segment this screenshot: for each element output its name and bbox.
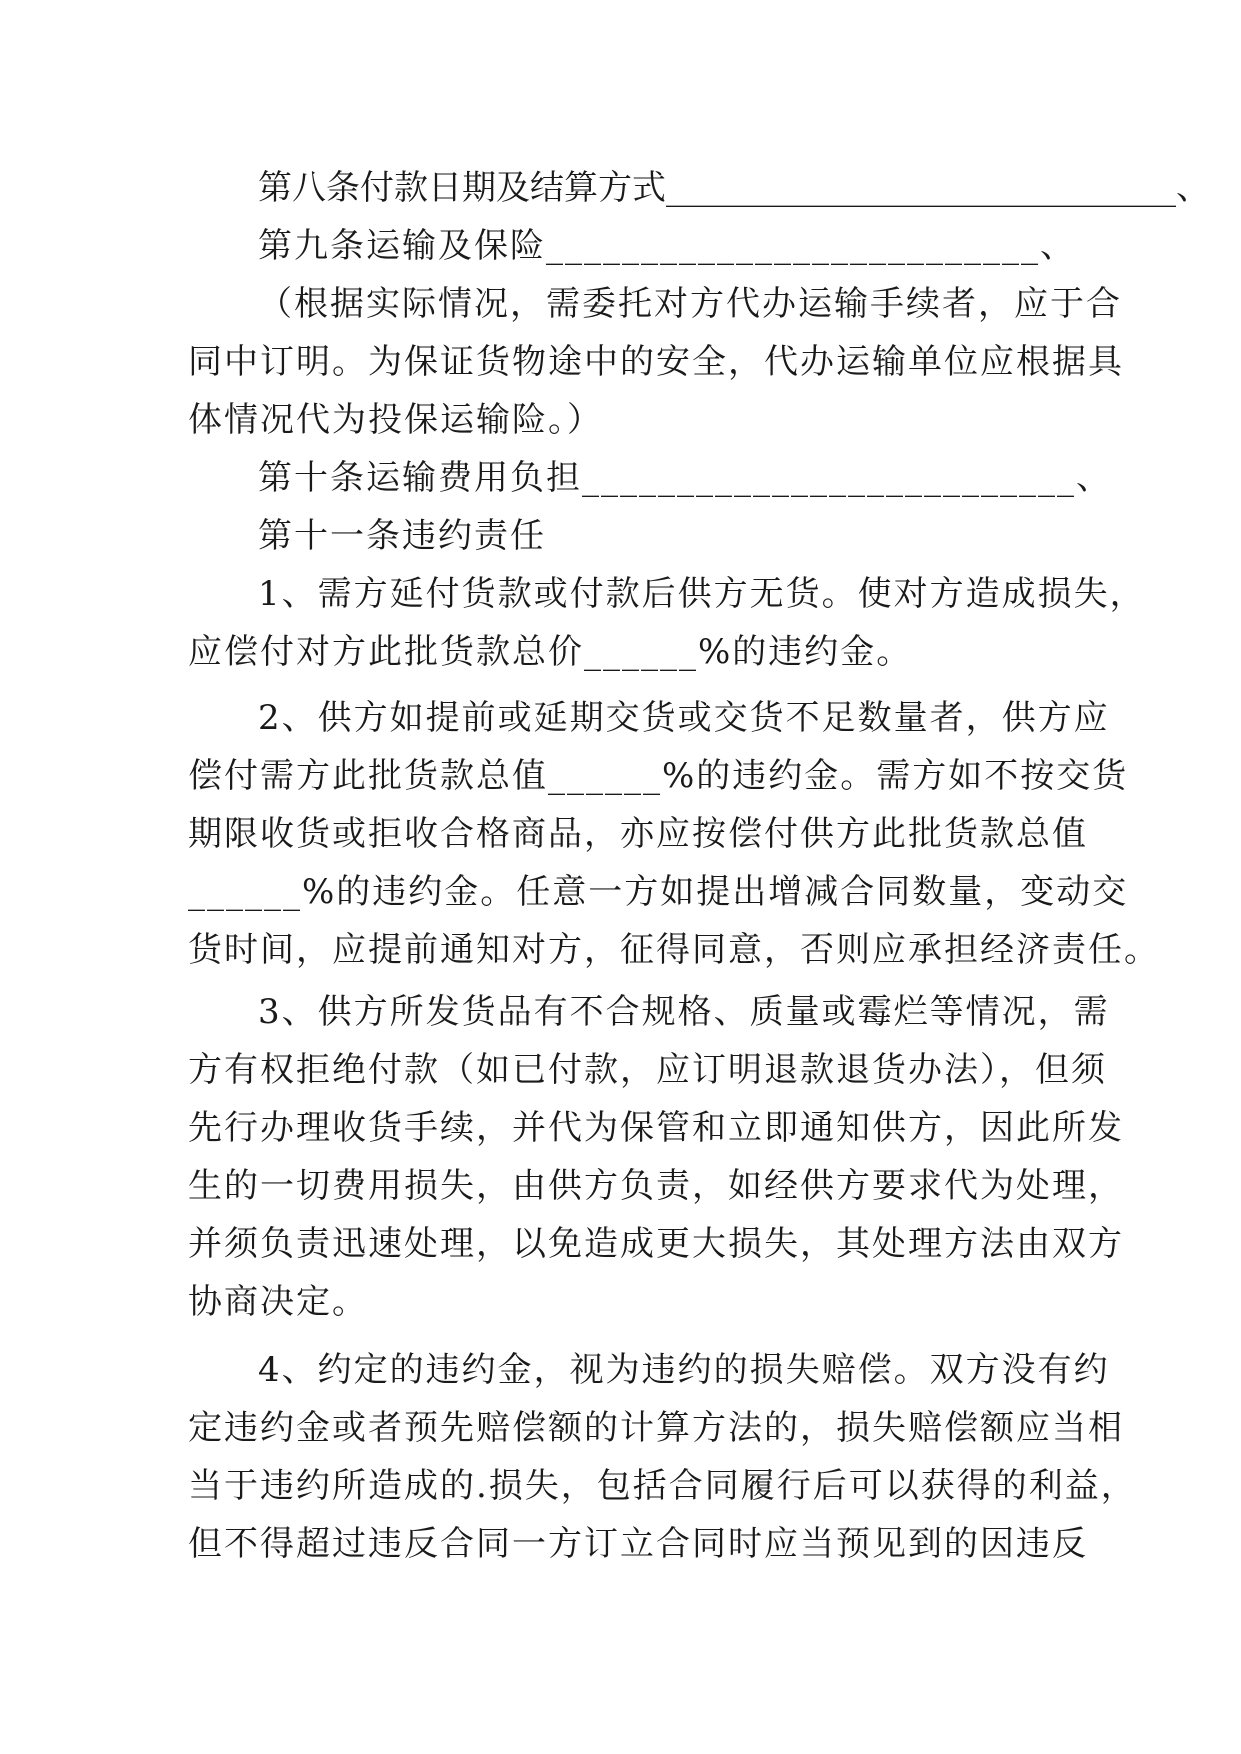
item-3-line-2: 方有权拒绝付款（如已付款，应订明退款退货办法），但须 [188,1050,1107,1090]
clause-9-note-line-3: 体情况代为投保运输险。） [188,400,603,440]
item-1-line-2: 应偿付对方此批货款总价______%的违约金。 [188,632,913,672]
item-3-line-4: 生的一切费用损失，由供方负责，如经供方要求代为处理， [188,1166,1124,1206]
item-4-line-3: 当于违约所造成的.损失，包括合同履行后可以获得的利益， [188,1466,1137,1506]
clause-9-transport-insurance: 第九条运输及保险__________________________、 [258,226,1076,266]
item-2-line-5: 货时间，应提前通知对方，征得同意，否则应承担经济责任。 [188,930,1160,970]
clause-8-payment-terms: 第八条付款日期及结算方式______________________________、 [258,168,1210,208]
item-4-line-2: 定违约金或者预先赔偿额的计算方法的，损失赔偿额应当相 [188,1408,1124,1448]
item-3-line-6: 协商决定。 [188,1282,368,1322]
clause-9-note-line-2: 同中订明。为保证货物途中的安全，代办运输单位应根据具 [188,342,1124,382]
item-3-line-3: 先行办理收货手续，并代为保管和立即通知供方，因此所发 [188,1108,1124,1148]
item-1-line-1: 1、需方延付货款或付款后供方无货。使对方造成损失， [258,574,1146,614]
item-2-line-4: ______%的违约金。任意一方如提出增减合同数量，变动交 [188,872,1129,912]
item-2-line-3: 期限收货或拒收合格商品，亦应按偿付供方此批货款总值 [188,814,1088,854]
clause-9-note-line-1: （根据实际情况，需委托对方代办运输手续者，应于合 [258,284,1122,324]
item-2-line-1: 2、供方如提前或延期交货或交货不足数量者，供方应 [258,698,1110,738]
item-3-line-5: 并须负责迅速处理，以免造成更大损失，其处理方法由双方 [188,1224,1124,1264]
clause-10-freight-cost: 第十条运输费用负担__________________________、 [258,458,1112,498]
item-2-line-2: 偿付需方此批货款总值______%的违约金。需方如不按交货 [188,756,1129,796]
item-3-line-1: 3、供方所发货品有不合规格、质量或霉烂等情况，需 [258,992,1110,1032]
clause-11-heading: 第十一条违约责任 [258,516,546,556]
item-4-line-4: 但不得超过违反合同一方订立合同时应当预见到的因违反 [188,1524,1088,1564]
item-4-line-1: 4、约定的违约金，视为违约的损失赔偿。双方没有约 [258,1350,1110,1390]
